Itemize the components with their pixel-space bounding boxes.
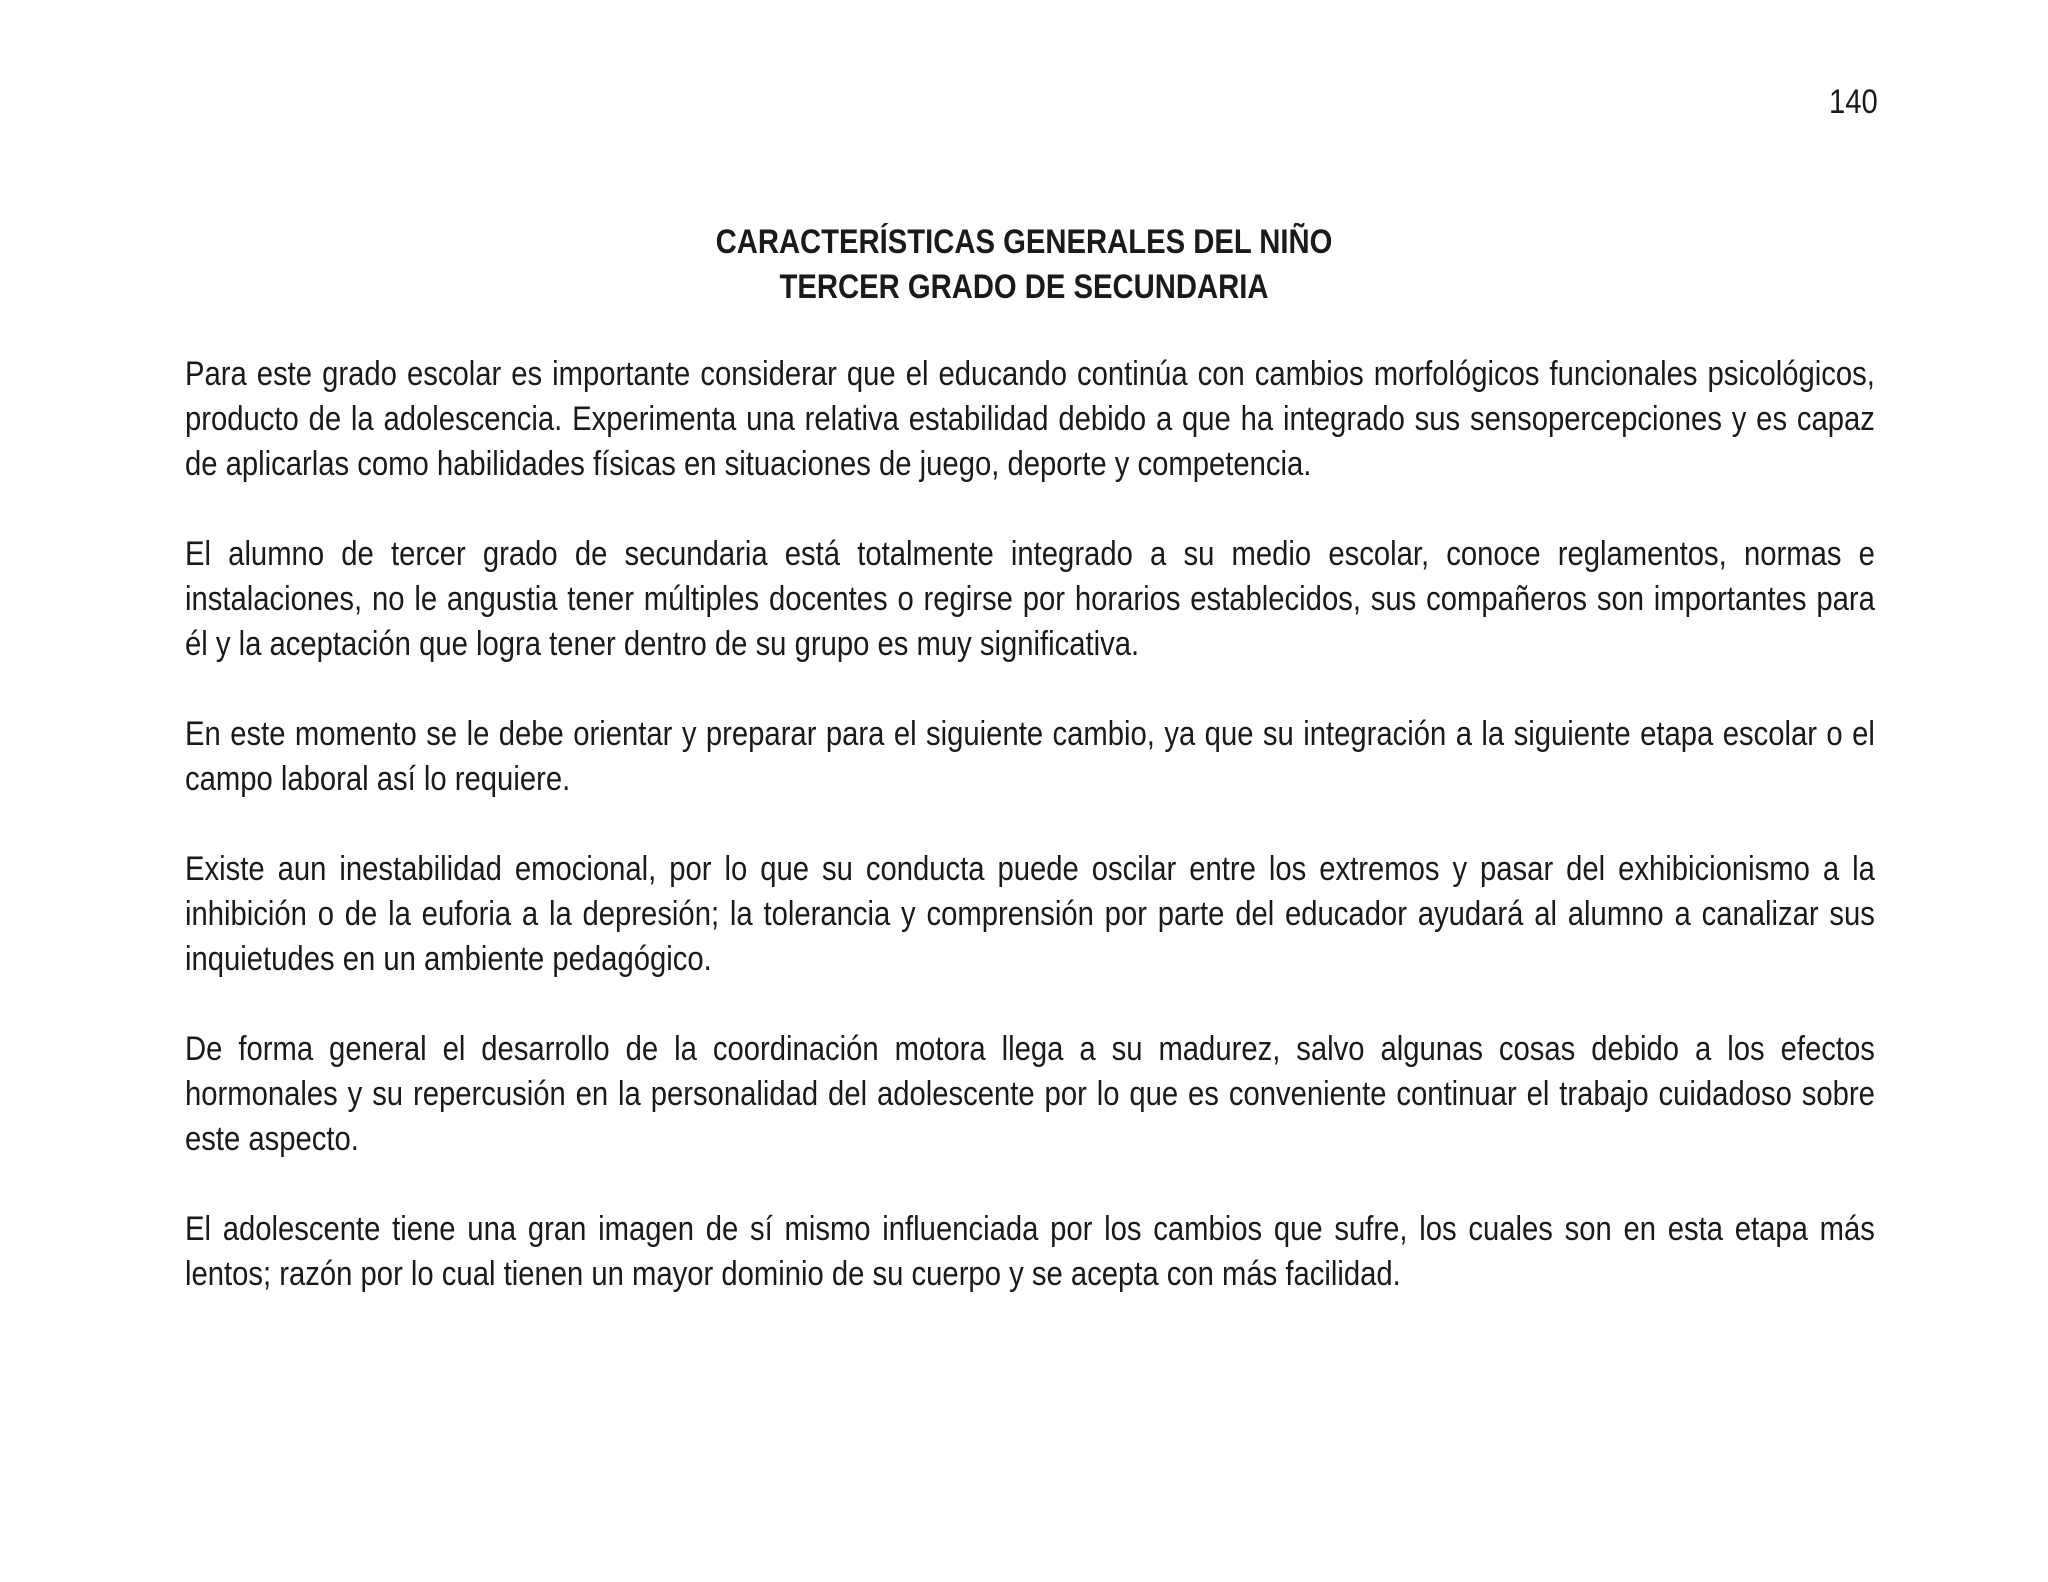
paragraph-frame	[185, 847, 1875, 982]
page-title	[0, 220, 2048, 310]
paragraph-frame	[185, 712, 1875, 802]
page-number: 140	[1829, 83, 1878, 121]
paragraph-frame	[185, 1207, 1875, 1297]
title-line-1: CARACTERÍSTICAS GENERALES DEL NIÑO	[715, 223, 1333, 261]
body-text	[185, 352, 1875, 1342]
paragraph: De forma general el desarrollo de la coordinación motora llega a su madurez, salvo algunas cosas debido a los efectos hormonales y su repercusión en la personalidad del adolescente por lo que es conveniente continuar el trabajo cuidadoso sobre este aspecto.	[185, 1030, 1875, 1158]
paragraph: El alumno de tercer grado de secundaria está totalmente integrado a su medio escolar, conoce reglamentos, normas e instalaciones, no le angustia tener múltiples docentes o regirse por horarios establecidos, sus compañeros son importantes para él y la aceptación que logra tener dentro de su grupo es muy significativa.	[185, 535, 1875, 663]
paragraph-frame	[185, 532, 1875, 667]
paragraph-frame	[185, 352, 1875, 487]
paragraph-frame	[185, 1027, 1875, 1162]
paragraph: Existe aun inestabilidad emocional, por lo que su conducta puede oscilar entre los extremos y pasar del exhibicionismo a la inhibición o de la euforia a la depresión; la tolerancia y comprensión por parte del educador ayudará al alumno a canalizar sus inquietudes en un ambiente pedagógico.	[185, 850, 1875, 978]
paragraph: En este momento se le debe orientar y preparar para el siguiente cambio, ya que su integración a la siguiente etapa escolar o el campo laboral así lo requiere.	[185, 715, 1875, 798]
title-line-2: TERCER GRADO DE SECUNDARIA	[779, 268, 1269, 306]
paragraph: El adolescente tiene una gran imagen de sí mismo influenciada por los cambios que sufre, los cuales son en esta etapa más lentos; razón por lo cual tienen un mayor dominio de su cuerpo y se acepta con más facilidad.	[185, 1210, 1875, 1293]
paragraph: Para este grado escolar es importante considerar que el educando continúa con cambios morfológicos funcionales psicológicos, producto de la adolescencia. Experimenta una relativa estabilidad debido a que ha integrado sus sensopercepciones y es capaz de aplicarlas como habilidades físicas en situaciones de juego, deporte y competencia.	[185, 355, 1875, 483]
